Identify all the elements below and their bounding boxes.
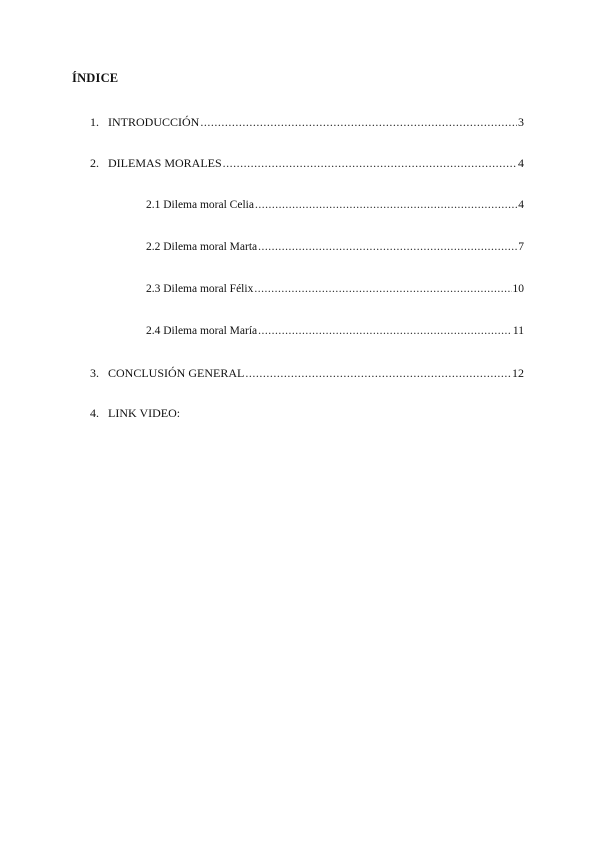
dot-leader bbox=[255, 198, 517, 212]
toc-entry-label: 2.3 Dilema moral Félix bbox=[146, 283, 254, 295]
dot-leader bbox=[200, 115, 517, 129]
toc-entry-number: 1. bbox=[90, 115, 99, 129]
dot-leader bbox=[245, 366, 511, 380]
toc-entry-link-video[interactable] bbox=[90, 406, 290, 420]
toc-entry-dilema-celia[interactable] bbox=[146, 198, 524, 212]
toc-entry-number: 4. bbox=[90, 406, 99, 420]
toc-entry-page: 12 bbox=[512, 366, 524, 380]
toc-entry-page: 4 bbox=[518, 199, 524, 211]
toc-entry-conclusion-general[interactable] bbox=[90, 366, 524, 380]
toc-entry-label: INTRODUCCIÓN bbox=[108, 115, 200, 129]
toc-title: ÍNDICE bbox=[72, 71, 119, 85]
dot-leader bbox=[258, 240, 517, 254]
dot-leader bbox=[254, 282, 511, 296]
toc-entry-page: 11 bbox=[512, 325, 524, 337]
dot-leader bbox=[223, 156, 517, 170]
dot-leader bbox=[258, 324, 512, 338]
toc-entry-number: 3. bbox=[90, 366, 99, 380]
toc-entry-introduccion[interactable] bbox=[90, 115, 524, 129]
toc-entry-page: 4 bbox=[518, 156, 524, 170]
toc-entry-dilema-maria[interactable] bbox=[146, 324, 524, 338]
toc-entry-dilemas-morales[interactable] bbox=[90, 156, 524, 170]
toc-entry-page: 10 bbox=[512, 283, 524, 295]
toc-entry-label: LINK VIDEO: bbox=[108, 406, 181, 420]
toc-entry-label: DILEMAS MORALES bbox=[108, 156, 222, 170]
toc-entry-label: CONCLUSIÓN GENERAL bbox=[108, 366, 245, 380]
toc-entry-page: 3 bbox=[518, 115, 524, 129]
toc-entry-label: 2.1 Dilema moral Celia bbox=[146, 199, 254, 211]
toc-entry-label: 2.2 Dilema moral Marta bbox=[146, 241, 258, 253]
toc-entry-dilema-felix[interactable] bbox=[146, 282, 524, 296]
toc-entry-page: 7 bbox=[518, 241, 524, 253]
toc-entry-label: 2.4 Dilema moral María bbox=[146, 325, 258, 337]
toc-entry-dilema-marta[interactable] bbox=[146, 240, 524, 254]
toc-entry-number: 2. bbox=[90, 156, 99, 170]
